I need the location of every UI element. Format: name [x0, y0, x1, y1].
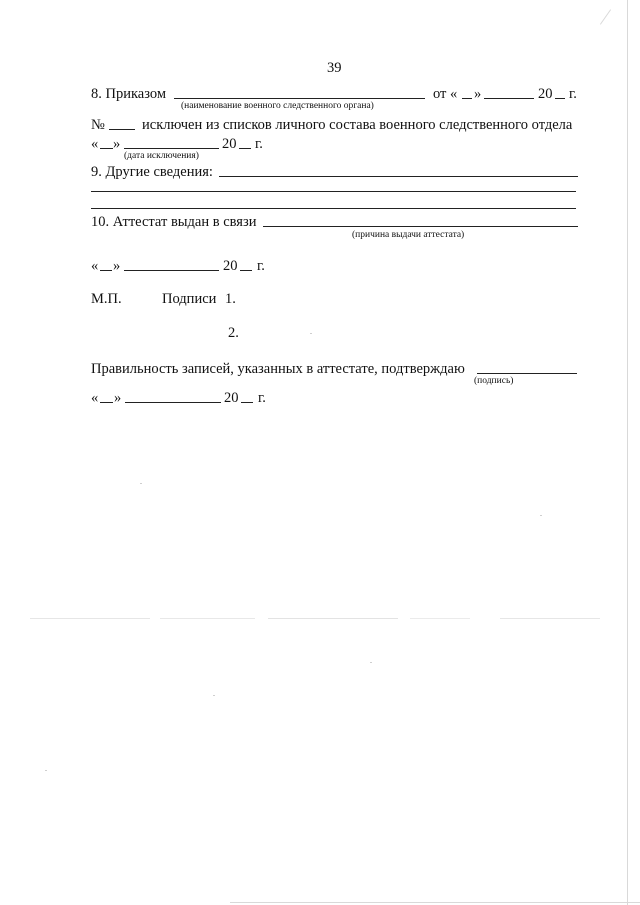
- page-number: 39: [327, 60, 342, 76]
- item9-label: 9. Другие сведения:: [91, 164, 213, 180]
- confirmation-date-year: 20: [224, 390, 239, 406]
- item8-date-close: »: [113, 136, 121, 152]
- confirmation-caption: (подпись): [474, 376, 514, 386]
- item8-no-line: [109, 129, 135, 130]
- item8-date-caption: (дата исключения): [124, 151, 199, 161]
- item8-year-line: [555, 98, 565, 99]
- item8-year-suffix: г.: [569, 86, 577, 102]
- item10-label: 10. Аттестат выдан в связи: [91, 214, 257, 230]
- item8-order-line: [174, 98, 425, 99]
- scan-edge-right: [627, 0, 628, 905]
- item9-line-1: [219, 176, 578, 177]
- item8-date-day-line: [100, 148, 113, 149]
- stamp-place-label: М.П.: [91, 291, 122, 307]
- confirmation-text: Правильность записей, указанных в аттестате, подтверждаю: [91, 361, 465, 377]
- confirmation-date-suffix: г.: [258, 390, 266, 406]
- item8-date-month-line: [124, 148, 219, 149]
- confirmation-date-day-line: [100, 402, 113, 403]
- item9-line-3: [91, 208, 576, 209]
- confirmation-date-year-line: [241, 402, 253, 403]
- signature-1-number: 1.: [225, 291, 236, 307]
- signature-2-number: 2.: [228, 325, 239, 341]
- item10-reason-line: [263, 226, 578, 227]
- item8-from-label: от «: [433, 86, 458, 102]
- confirmation-date-close: »: [114, 390, 122, 406]
- item10-date-year-line: [240, 270, 252, 271]
- item9-line-2: [91, 191, 576, 192]
- confirmation-signature-line: [477, 373, 577, 374]
- item8-label: 8. Приказом: [91, 86, 167, 102]
- item10-date-year: 20: [223, 258, 238, 274]
- item10-date-open: «: [91, 258, 99, 274]
- item8-date-year: 20: [222, 136, 237, 152]
- item8-day-line: [462, 98, 472, 99]
- item8-quote-close: »: [474, 86, 482, 102]
- item10-date-day-line: [100, 270, 112, 271]
- item8-year-prefix: 20: [538, 86, 553, 102]
- confirmation-date-open: «: [91, 390, 99, 406]
- item8-order-caption: (наименование военного следственного органа): [181, 101, 374, 111]
- item10-date-month-line: [124, 270, 219, 271]
- item8-date-open: «: [91, 136, 99, 152]
- item10-date-close: »: [113, 258, 121, 274]
- item10-caption: (причина выдачи аттестата): [352, 230, 465, 240]
- item10-date-suffix: г.: [257, 258, 265, 274]
- item8-no-label: №: [91, 117, 105, 133]
- item8-date-suffix: г.: [255, 136, 263, 152]
- item8-excluded-text: исключен из списков личного состава военного следственного отдела: [142, 117, 573, 133]
- confirmation-date-month-line: [125, 402, 221, 403]
- item8-month-line: [484, 98, 534, 99]
- scan-edge-bottom: [230, 902, 640, 903]
- item8-date-year-line: [239, 148, 251, 149]
- signatures-label: Подписи: [162, 291, 217, 307]
- scan-edge-topright: [600, 9, 611, 24]
